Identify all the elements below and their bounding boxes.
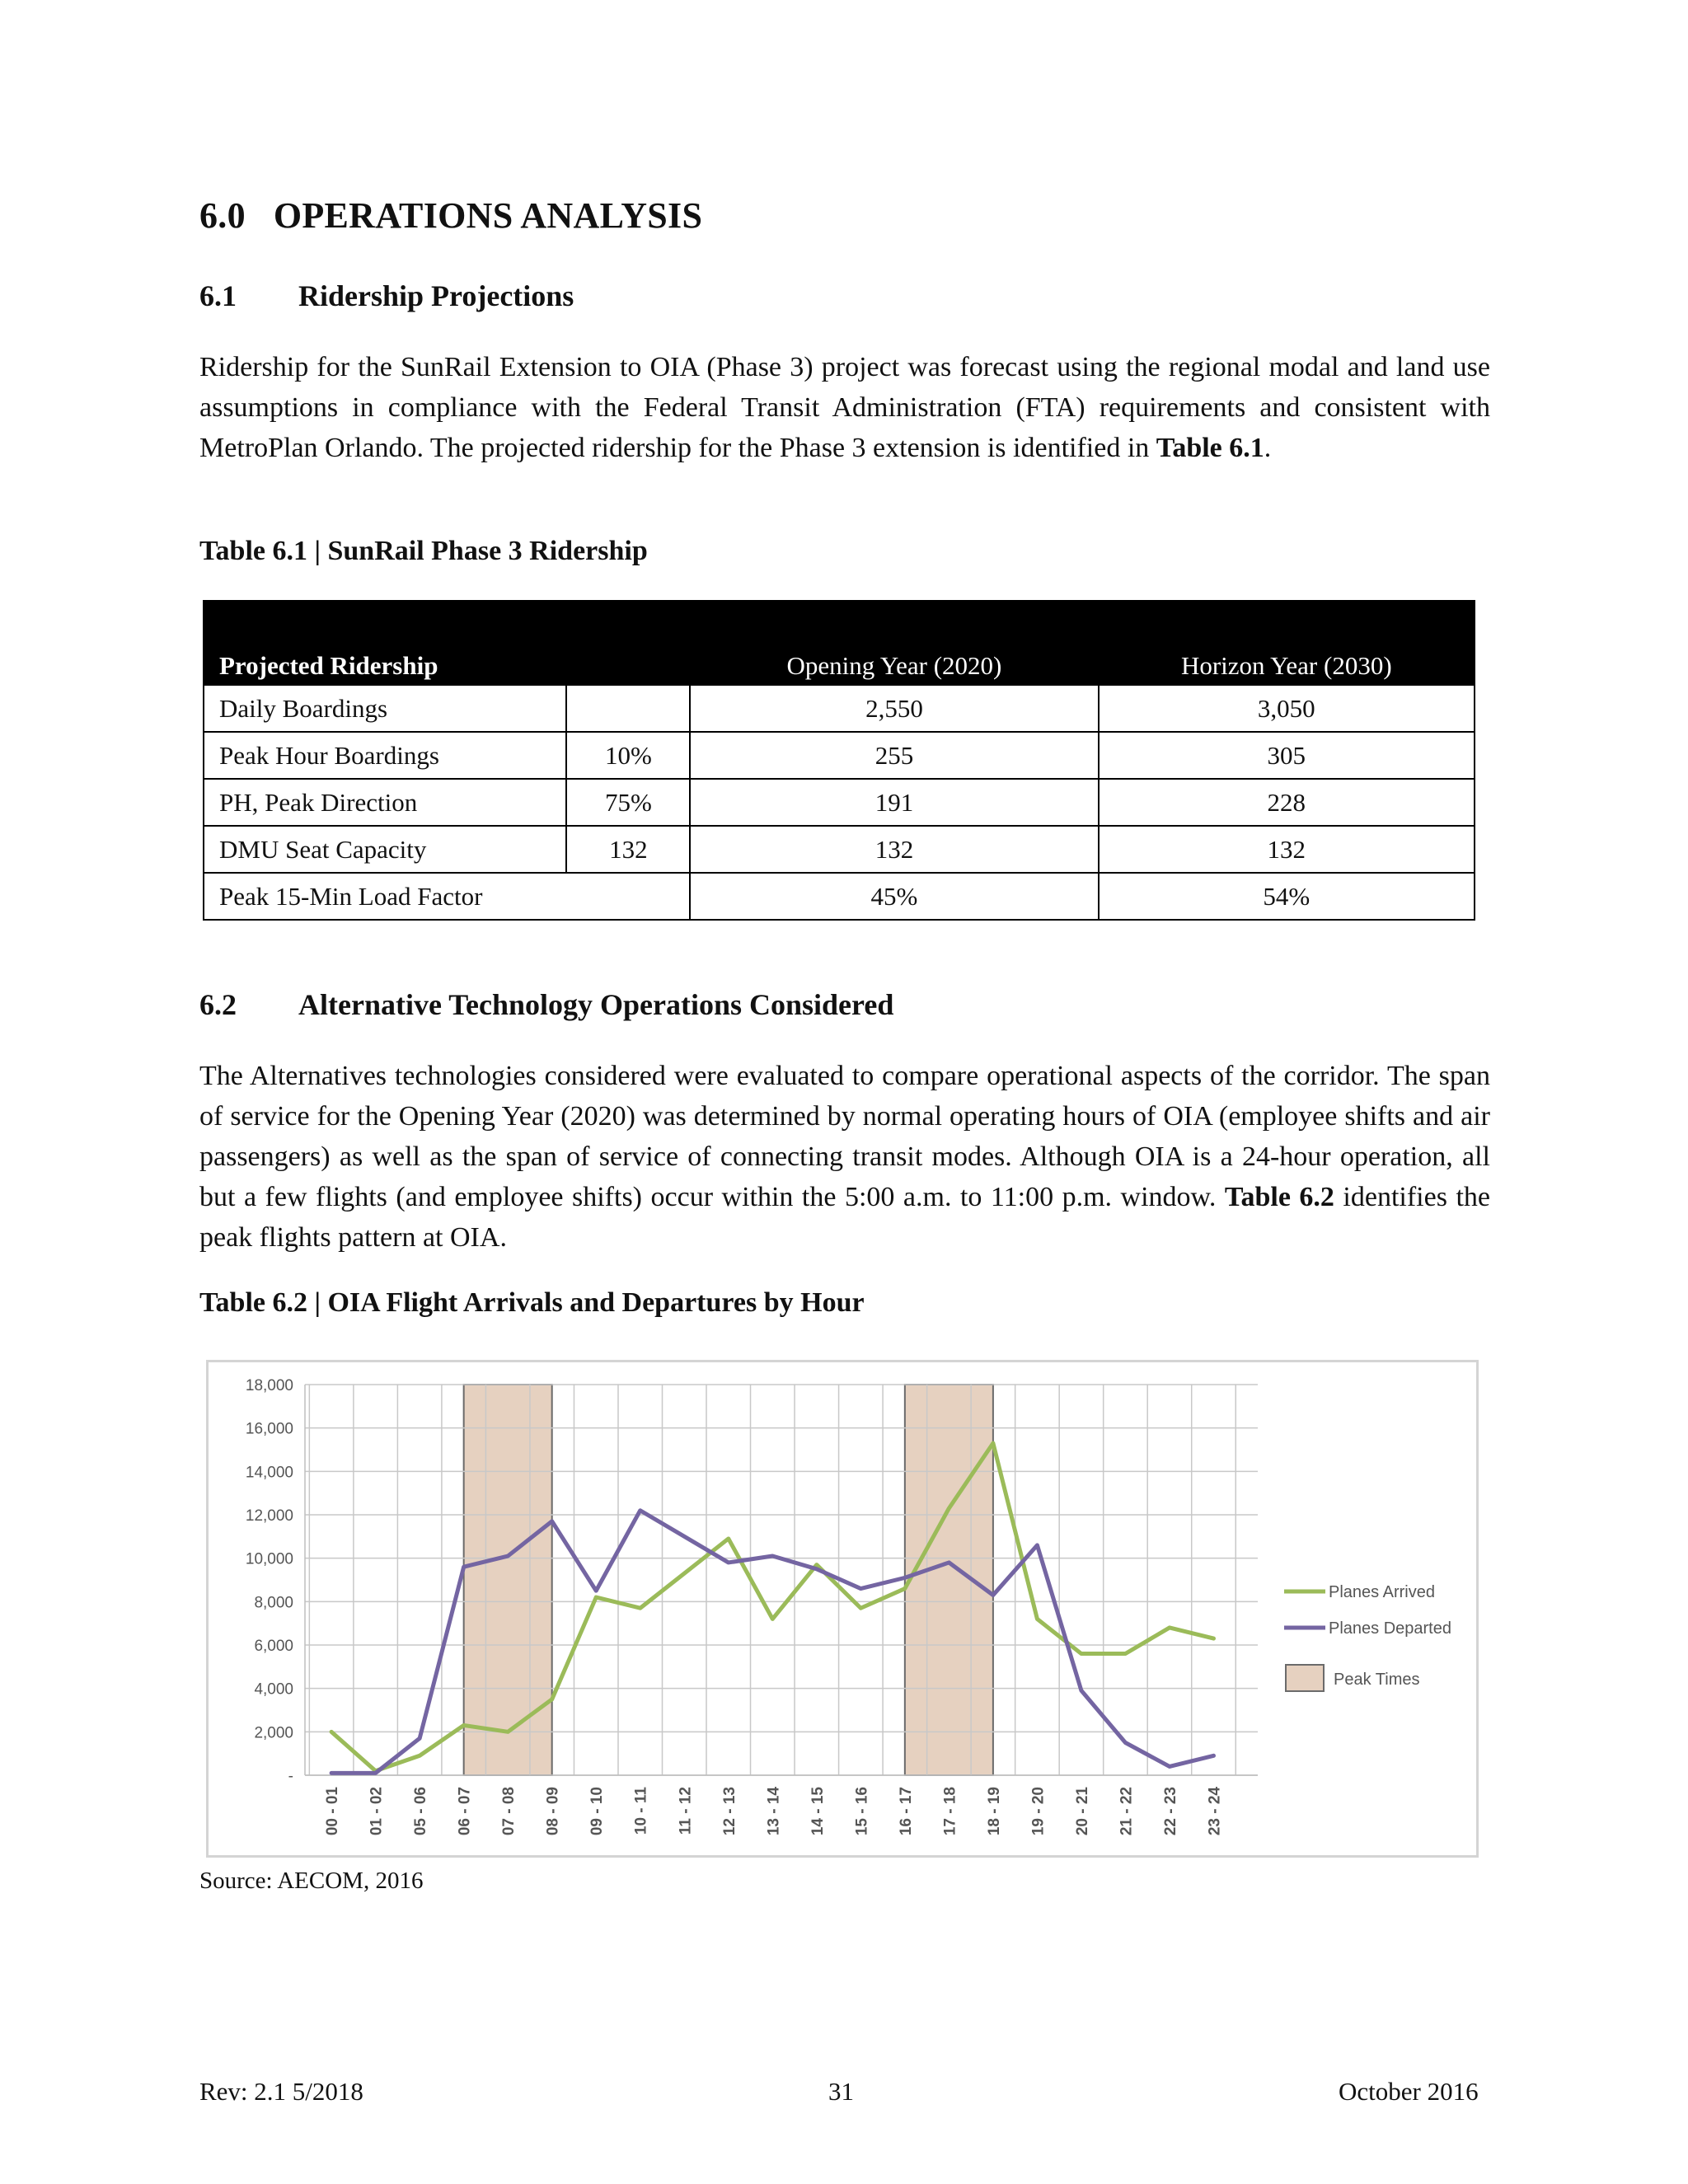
table-header-row — [204, 601, 1475, 685]
row-label: Peak 15-Min Load Factor — [204, 873, 690, 920]
x-tick-label: 08 - 09 — [544, 1787, 562, 1836]
header-projected-ridership: Projected Ridership — [204, 601, 566, 685]
x-tick-label: 18 - 19 — [985, 1787, 1003, 1836]
header-horizon-year: Horizon Year (2030) — [1099, 601, 1475, 685]
legend-label: Planes Arrived — [1329, 1583, 1435, 1601]
x-tick-label: 21 - 22 — [1118, 1787, 1136, 1836]
row-opening: 255 — [690, 732, 1098, 779]
x-tick-label: 07 - 08 — [500, 1787, 518, 1836]
x-tick-label: 09 - 10 — [588, 1787, 607, 1836]
subsection-title: Alternative Technology Operations Considered — [298, 988, 894, 1021]
row-horizon: 132 — [1099, 826, 1475, 873]
y-tick-label: 8,000 — [254, 1594, 293, 1612]
y-tick-label: 4,000 — [254, 1680, 293, 1699]
legend-label: Planes Departed — [1329, 1619, 1451, 1638]
table-row — [204, 685, 1475, 732]
legend-label: Peak Times — [1334, 1671, 1420, 1689]
table-row — [204, 779, 1475, 826]
subsection-heading-6-2 — [199, 987, 893, 1022]
subsection-heading-6-1 — [199, 279, 574, 313]
header-opening-year: Opening Year (2020) — [690, 601, 1098, 685]
x-tick-label: 06 - 07 — [456, 1787, 474, 1836]
row-factor: 132 — [566, 826, 690, 873]
table-row — [204, 873, 1475, 920]
table-reference: Table 6.2 — [1224, 1182, 1334, 1212]
x-tick-label: 12 - 13 — [720, 1787, 738, 1836]
x-tick-label: 20 - 21 — [1073, 1787, 1091, 1836]
peak-time-band — [464, 1385, 552, 1775]
row-opening: 2,550 — [690, 685, 1098, 732]
table-row — [204, 732, 1475, 779]
peak-time-band — [905, 1385, 993, 1775]
x-tick-label: 22 - 23 — [1161, 1787, 1179, 1836]
footer-revision: Rev: 2.1 5/2018 — [199, 2077, 363, 2106]
row-label: Daily Boardings — [204, 685, 566, 732]
row-horizon: 305 — [1099, 732, 1475, 779]
row-label: DMU Seat Capacity — [204, 826, 566, 873]
x-tick-label: 19 - 20 — [1029, 1787, 1048, 1836]
ridership-table — [203, 600, 1475, 921]
section-heading — [199, 194, 702, 237]
y-tick-label: 6,000 — [254, 1638, 293, 1655]
flights-chart-svg — [209, 1362, 1476, 1855]
subsection-title: Ridership Projections — [298, 279, 574, 312]
section-number: 6.0 — [199, 195, 246, 236]
y-tick-label: - — [288, 1768, 293, 1785]
header-blank — [566, 601, 690, 685]
row-opening: 132 — [690, 826, 1098, 873]
row-horizon: 54% — [1099, 873, 1475, 920]
x-tick-label: 10 - 11 — [632, 1787, 650, 1835]
y-tick-label: 10,000 — [245, 1550, 293, 1568]
footer-page-number: 31 — [828, 2077, 854, 2106]
paragraph-text: Ridership for the SunRail Extension to OIA (Phase 3) project was forecast using the regional modal and land use assumptions in compliance with the Federal Transit Administration (FTA) requirements and consistent with MetroPlan Orlando. The projected ridership for the Phase 3 extension is identified in — [199, 352, 1490, 463]
table-reference: Table 6.1 — [1156, 433, 1264, 463]
row-horizon: 3,050 — [1099, 685, 1475, 732]
x-tick-label: 01 - 02 — [368, 1787, 386, 1836]
section-title: OPERATIONS ANALYSIS — [273, 195, 703, 236]
x-tick-label: 13 - 14 — [765, 1787, 783, 1836]
legend-swatch-peak — [1286, 1665, 1324, 1691]
technology-paragraph: The Alternatives technologies considered were evaluated to compare operational aspects of the corridor. The span of service for the Opening Year (2020) was determined by normal operating hours of OIA (employee shifts and air passengers) as well as the span of service of connecting transit modes. Although OIA is a 24-hour operation, all but a few flights (and employee shifts) occur within the 5:00 a.m. to 11:00 p.m. window. Table 6.2 identifies the peak flights pattern at OIA. — [199, 1061, 1490, 1253]
x-tick-label: 17 - 18 — [941, 1787, 959, 1836]
table-6-2-caption: Table 6.2 | OIA Flight Arrivals and Departures by Hour — [199, 1287, 865, 1318]
x-tick-label: 05 - 06 — [412, 1787, 430, 1836]
paragraph-text: The Alternatives technologies considered were evaluated to compare operational aspects of the corridor. The span of service for the Opening Year (2020) was determined by normal operating hours of OIA (employee shifts and air passengers) as well as the span of service of connecting transit modes. Although OIA is a 24-hour operation, all but a few flights (and employee shifts) occur within the 5:00 a.m. to 11:00 p.m. window. — [199, 1061, 1490, 1212]
row-factor: 10% — [566, 732, 690, 779]
row-label: Peak Hour Boardings — [204, 732, 566, 779]
x-tick-label: 00 - 01 — [324, 1787, 342, 1836]
x-tick-label: 14 - 15 — [809, 1787, 827, 1836]
x-tick-label: 16 - 17 — [897, 1787, 915, 1836]
y-tick-label: 16,000 — [245, 1420, 293, 1438]
footer-date: October 2016 — [1339, 2077, 1479, 2106]
row-opening: 45% — [690, 873, 1098, 920]
subsection-number: 6.1 — [199, 279, 237, 312]
x-tick-label: 23 - 24 — [1206, 1787, 1224, 1836]
y-tick-label: 12,000 — [245, 1507, 293, 1525]
x-tick-label: 15 - 16 — [853, 1787, 871, 1836]
flights-chart — [206, 1360, 1479, 1858]
x-tick-label: 11 - 12 — [677, 1787, 695, 1835]
ridership-paragraph: Ridership for the SunRail Extension to OIA (Phase 3) project was forecast using the regional modal and land use assumptions in compliance with the Federal Transit Administration (FTA) requirements and consistent with MetroPlan Orlando. The projected ridership for the Phase 3 extension is identified in Table 6.1. — [199, 352, 1490, 463]
row-factor: 75% — [566, 779, 690, 826]
table-6-1-caption: Table 6.1 | SunRail Phase 3 Ridership — [199, 536, 648, 566]
row-horizon: 228 — [1099, 779, 1475, 826]
row-opening: 191 — [690, 779, 1098, 826]
table-row — [204, 826, 1475, 873]
subsection-number: 6.2 — [199, 988, 237, 1021]
y-tick-label: 2,000 — [254, 1724, 293, 1742]
y-tick-label: 18,000 — [245, 1377, 293, 1394]
y-tick-label: 14,000 — [245, 1464, 293, 1482]
source-note: Source: AECOM, 2016 — [199, 1868, 424, 1894]
row-label: PH, Peak Direction — [204, 779, 566, 826]
row-factor — [566, 685, 690, 732]
